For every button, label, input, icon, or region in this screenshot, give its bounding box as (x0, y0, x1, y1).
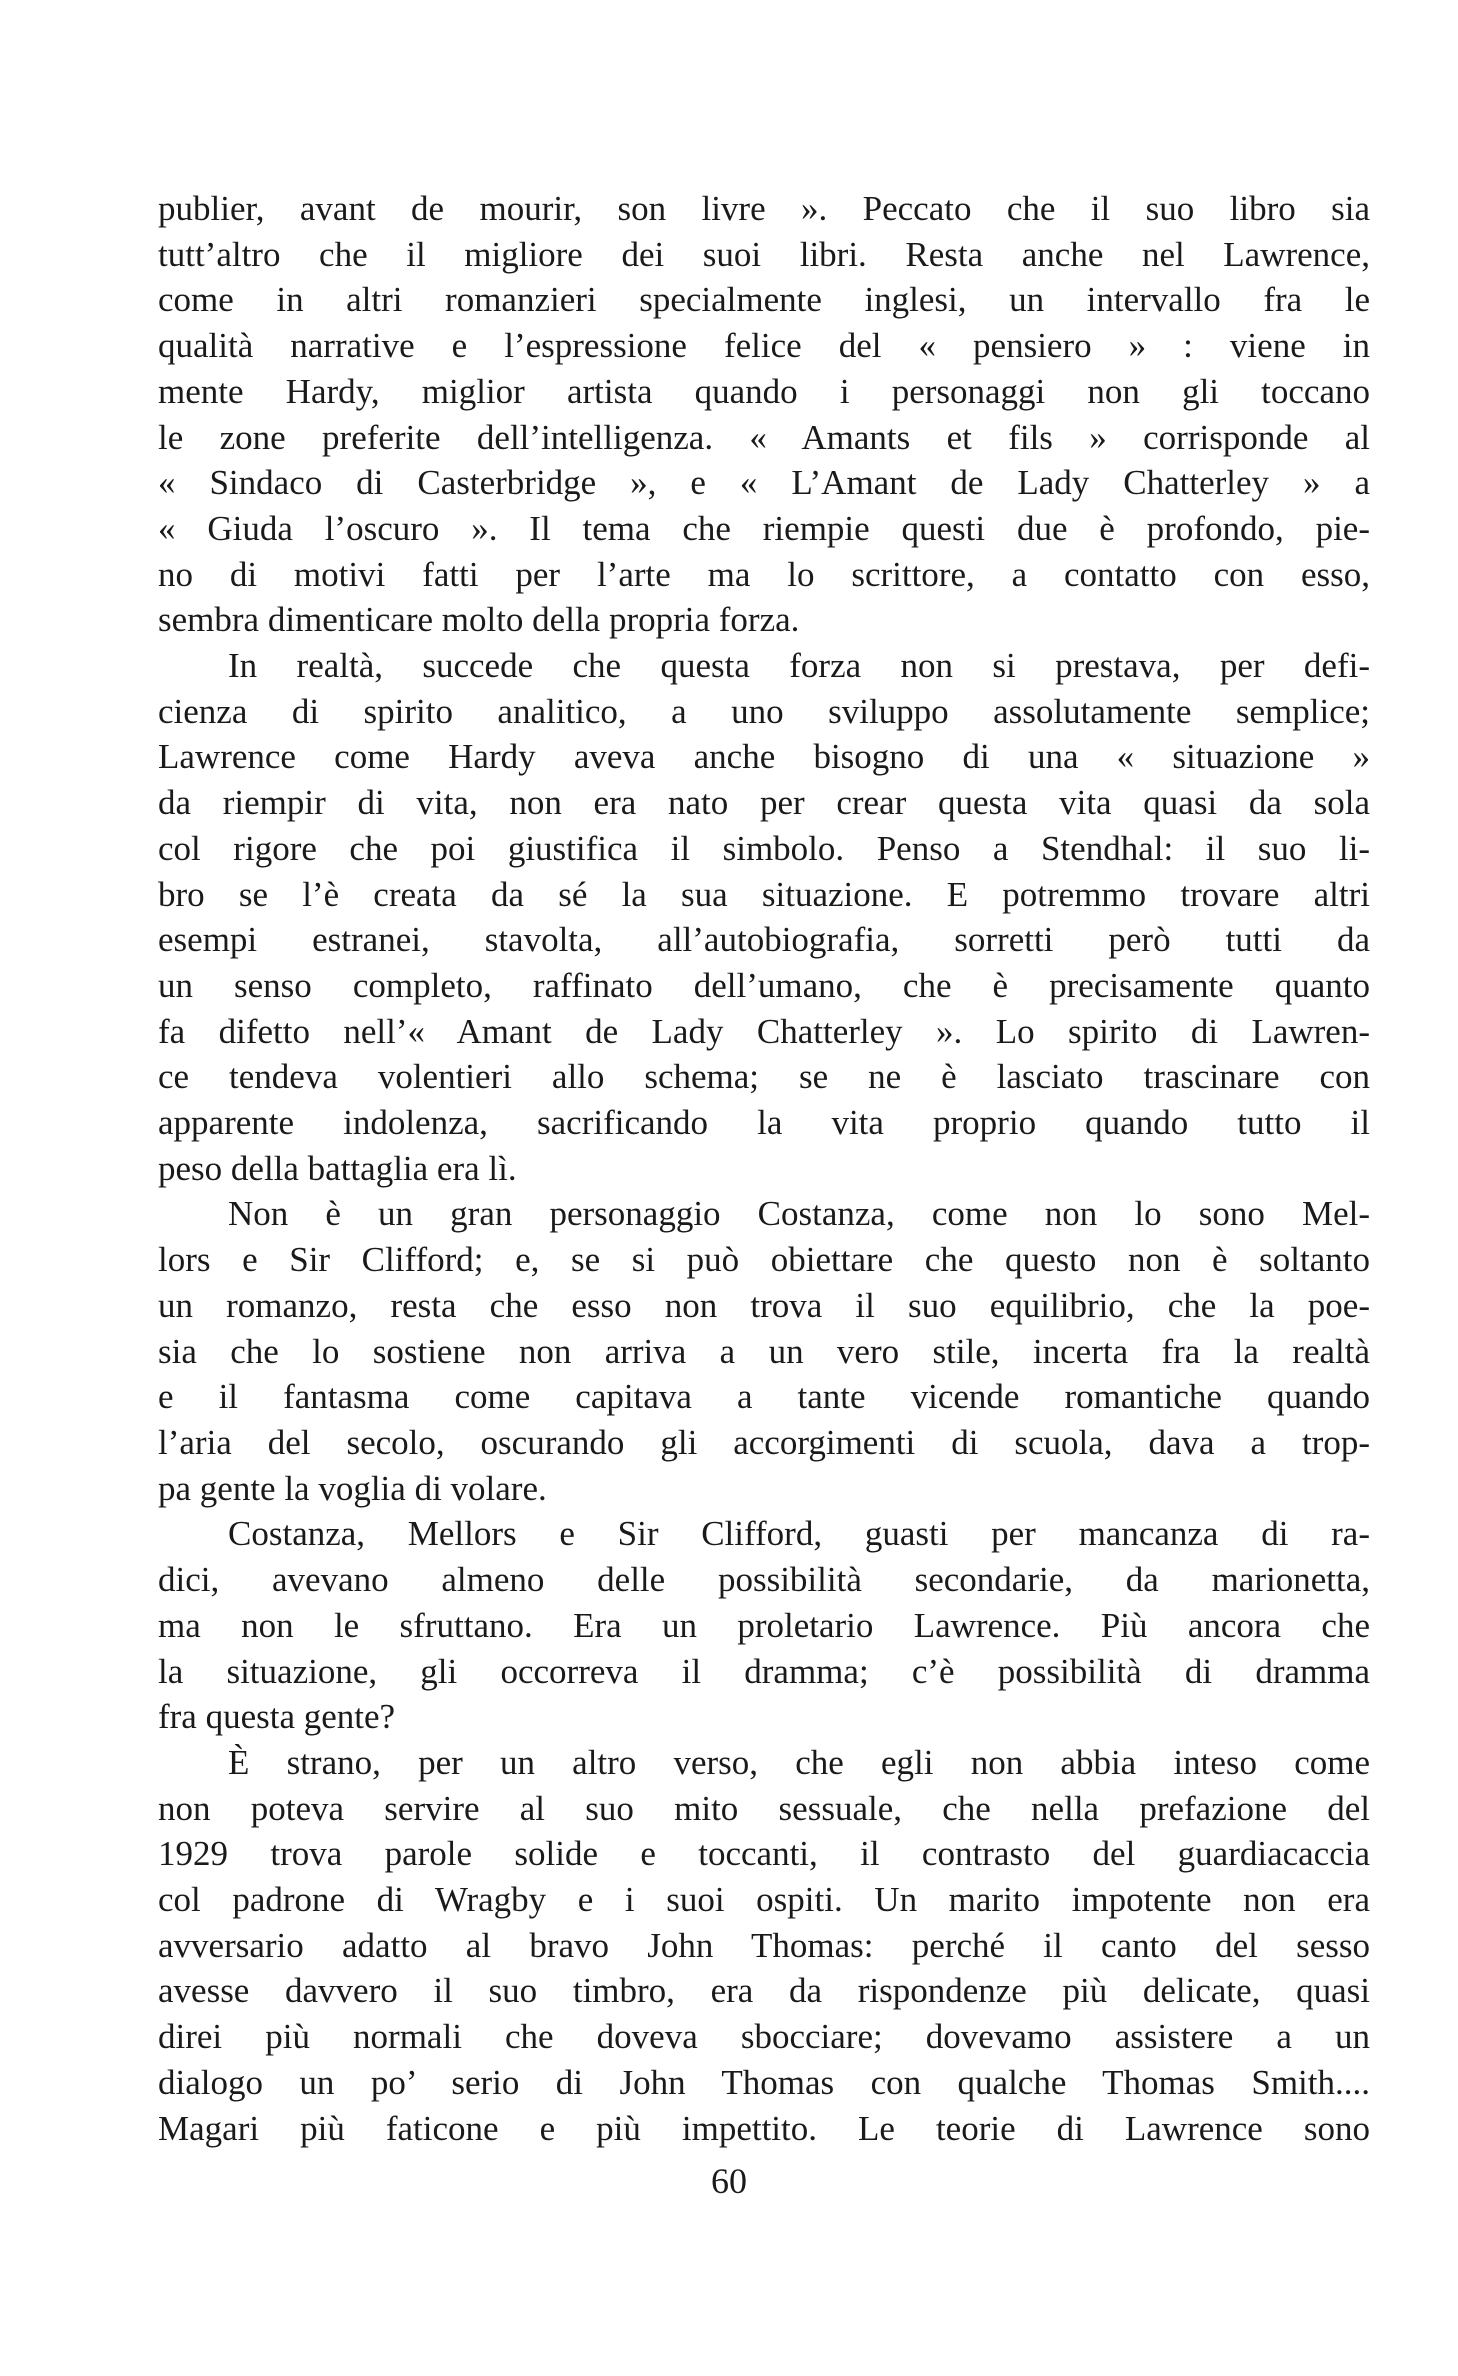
text-line: esempi estranei, stavolta, all’autobiografia, sorretti però tutti da (158, 920, 1370, 960)
text-line: Non è un gran personaggio Costanza, come non lo sono Mel- (228, 1194, 1370, 1234)
text-line: e il fantasma come capitava a tante vicende romantiche quando (158, 1377, 1370, 1417)
text-line: pa gente la voglia di volare. (158, 1468, 547, 1508)
paragraph (158, 643, 1370, 1191)
text-line: l’aria del secolo, oscurando gli accorgimenti di scuola, dava a trop- (158, 1422, 1370, 1462)
text-line: apparente indolenza, sacrificando la vita proprio quando tutto il (158, 1103, 1370, 1143)
paragraph (158, 1511, 1370, 1740)
text-line: non poteva servire al suo mito sessuale, che nella prefazione del (158, 1788, 1370, 1828)
text-line: un senso completo, raffinato dell’umano, che è precisamente quanto (158, 965, 1370, 1005)
text-line: sia che lo sostiene non arriva a un vero stile, incerta fra la realtà (158, 1331, 1370, 1371)
text-line: un romanzo, resta che esso non trova il suo equilibrio, che la poe- (158, 1285, 1370, 1325)
paragraph (158, 1191, 1370, 1511)
text-line: avversario adatto al bravo John Thomas: perché il canto del sesso (158, 1925, 1370, 1965)
text-line: qualità narrative e l’espressione felice del « pensiero » : viene in (158, 326, 1370, 366)
page-number: 60 (711, 2161, 747, 2201)
text-line: In realtà, succede che questa forza non si prestava, per defi- (228, 646, 1370, 686)
text-line: avesse davvero il suo timbro, era da rispondenze più delicate, quasi (158, 1971, 1370, 2011)
paragraph (158, 186, 1370, 643)
text-line: bro se l’è creata da sé la sua situazione. E potremmo trovare altri (158, 874, 1370, 914)
text-line: direi più normali che doveva sbocciare; dovevamo assistere a un (158, 2017, 1370, 2057)
text-line: da riempir di vita, non era nato per crear questa vita quasi da sola (158, 783, 1370, 823)
text-line: peso della battaglia era lì. (158, 1148, 517, 1188)
text-line: È strano, per un altro verso, che egli non abbia inteso come (228, 1742, 1370, 1782)
body-text (158, 186, 1370, 2151)
text-line: le zone preferite dell’intelligenza. « Amants et fils » corrisponde al (158, 417, 1370, 457)
paragraph (158, 1740, 1370, 2151)
text-line: dialogo un po’ serio di John Thomas con qualche Thomas Smith.... (158, 2062, 1370, 2102)
text-line: come in altri romanzieri specialmente inglesi, un intervallo fra le (158, 280, 1370, 320)
text-line: lors e Sir Clifford; e, se si può obiettare che questo non è soltanto (158, 1240, 1370, 1280)
text-line: col padrone di Wragby e i suoi ospiti. Un marito impotente non era (158, 1880, 1370, 1920)
text-line: ce tendeva volentieri allo schema; se ne è lasciato trascinare con (158, 1057, 1370, 1097)
text-line: sembra dimenticare molto della propria forza. (158, 600, 800, 640)
text-line: 1929 trova parole solide e toccanti, il contrasto del guardiacaccia (158, 1834, 1370, 1874)
text-line: mente Hardy, miglior artista quando i personaggi non gli toccano (158, 371, 1370, 411)
text-line: fra questa gente? (158, 1697, 396, 1737)
text-line: Costanza, Mellors e Sir Clifford, guasti per mancanza di ra- (228, 1514, 1370, 1554)
text-line: la situazione, gli occorreva il dramma; c’è possibilità di dramma (158, 1651, 1370, 1691)
text-line: « Giuda l’oscuro ». Il tema che riempie questi due è profondo, pie- (158, 508, 1370, 548)
text-line: dici, avevano almeno delle possibilità secondarie, da marionetta, (158, 1560, 1370, 1600)
text-line: no di motivi fatti per l’arte ma lo scrittore, a contatto con esso, (158, 554, 1370, 594)
text-line: publier, avant de mourir, son livre ». Peccato che il suo libro sia (158, 189, 1370, 228)
text-line: ma non le sfruttano. Era un proletario Lawrence. Più ancora che (158, 1605, 1370, 1645)
text-line: cienza di spirito analitico, a uno sviluppo assolutamente semplice; (158, 691, 1370, 731)
text-line: col rigore che poi giustifica il simbolo. Penso a Stendhal: il suo li- (158, 828, 1370, 868)
text-line: Magari più faticone e più impettito. Le teorie di Lawrence sono (158, 2108, 1370, 2148)
text-line: Lawrence come Hardy aveva anche bisogno di una « situazione » (158, 737, 1370, 777)
text-line: « Sindaco di Casterbridge », e « L’Amant de Lady Chatterley » a (158, 463, 1370, 503)
text-line: tutt’altro che il migliore dei suoi libri. Resta anche nel Lawrence, (158, 234, 1370, 274)
text-line: fa difetto nell’« Amant de Lady Chatterley ». Lo spirito di Lawren- (158, 1011, 1370, 1051)
